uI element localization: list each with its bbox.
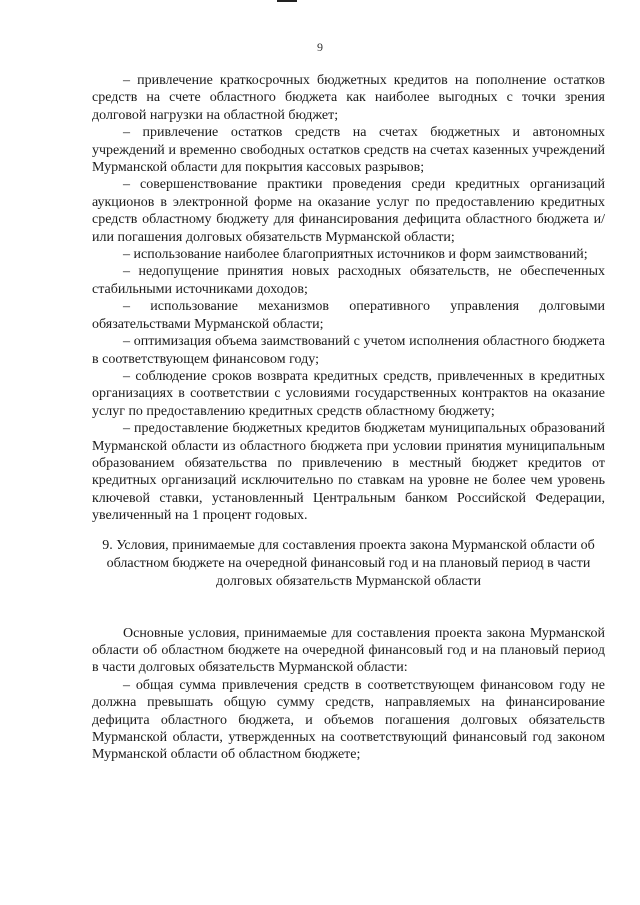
list-item: – соблюдение сроков возврата кредитных средств, привлеченных в кредитных организациях в соответствии с условиями государственных контрактов на оказание услуг по предоставлению кредитных средств областному бюджету; <box>92 368 605 419</box>
section-heading: 9. Условия, принимаемые для составления проекта закона Мурманской области об областном бюджете на очередной финансовый год и на плановый период в части долговых обязательств Мурманской области <box>102 537 595 589</box>
list-item: – привлечение остатков средств на счетах бюджетных и автономных учреждений и временно свободных остатков средств на счетах казенных учреждений Мурманской области для покрытия кассовых разрывов; <box>92 125 605 176</box>
list-item: – привлечение краткосрочных бюджетных кредитов на пополнение остатков средств на счете областного бюджета как наиболее выгодных с точки зрения долговой нагрузки на областной бюджет; <box>92 73 605 123</box>
list-item: – совершенствование практики проведения среди кредитных организаций аукционов в электронной форме на оказание услуг по предоставлению кредитных средств областному бюджету для финансирования дефицита областного бюджета и/или погашения долговых обязательств Мурманской области; <box>92 177 605 245</box>
list-item: – общая сумма привлечения средств в соответствующем финансовом году не должна превышать общую сумму средств, направляемых на финансирование дефицита областного бюджета, и объемов погашения долговых обязательств Мурманской области, утвержденных на соответствующий финансовый год законом Мурманской области об областном бюджете; <box>92 677 605 763</box>
list-item: – использование механизмов оперативного управления долговыми обязательствами Мурманской области; <box>92 299 605 332</box>
top-rule <box>277 0 297 2</box>
document-body <box>92 72 605 764</box>
list-item: – оптимизация объема заимствований с учетом исполнения областного бюджета в соответствующем финансовом году; <box>92 334 605 367</box>
list-item: – предоставление бюджетных кредитов бюджетам муниципальных образований Мурманской области из областного бюджета при условии принятия муниципальным образованием обязательства по привлечению в местный бюджет кредитов от кредитных организаций исключительно по ставкам на уровне не более чем уровень ключевой ставки, установленный Центральным банком Российской Федерации, увеличенный на 1 процент годовых. <box>92 421 605 524</box>
list-item: – недопущение принятия новых расходных обязательств, не обеспеченных стабильными источниками доходов; <box>92 264 605 297</box>
list-item: – использование наиболее благоприятных источников и форм заимствований; <box>123 247 588 263</box>
intro-paragraph: Основные условия, принимаемые для составления проекта закона Мурманской области об областном бюджете на очередной финансовый год и на плановый период в части долговых обязательств Мурманской области: <box>92 625 605 676</box>
page-number: 9 <box>317 40 323 54</box>
